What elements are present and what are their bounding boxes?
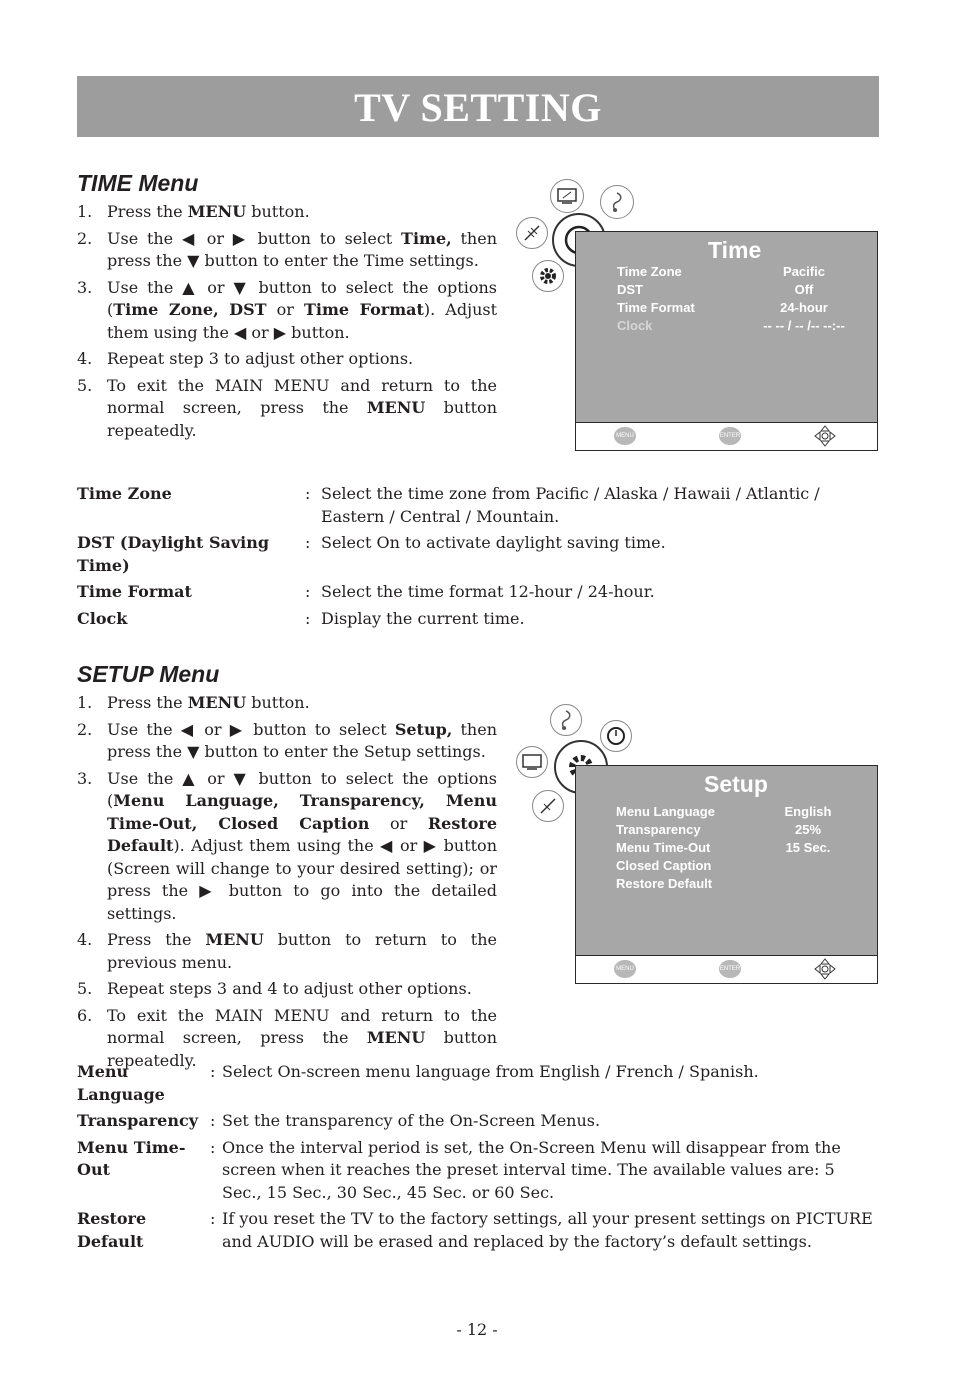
step-text: To exit the MAIN MENU and return to the normal screen, press the MENU button repeatedly. bbox=[107, 375, 497, 440]
definition-colon: : bbox=[305, 582, 311, 601]
definition-row bbox=[77, 1208, 879, 1253]
definition-colon: : bbox=[210, 1111, 216, 1130]
definition-term: Time Zone bbox=[77, 484, 172, 503]
step-item bbox=[77, 719, 497, 764]
step-text: To exit the MAIN MENU and return to the normal screen, press the MENU button repeatedly. bbox=[107, 1005, 497, 1070]
definition-text: Select the time format 12-hour / 24-hour. bbox=[321, 582, 655, 601]
screen-option-label: Menu Language bbox=[616, 804, 715, 819]
definition-text: Select On-screen menu language from English / French / Spanish. bbox=[222, 1062, 759, 1081]
page-number: - 12 - bbox=[456, 1320, 498, 1339]
definition-colon: : bbox=[305, 484, 311, 503]
enter-button-icon: ENTER bbox=[719, 427, 741, 445]
screen-option-label: Time Format bbox=[617, 300, 695, 315]
channel-icon bbox=[516, 217, 548, 249]
time-menu-steps bbox=[77, 201, 497, 446]
step-item bbox=[77, 277, 497, 345]
definition-colon: : bbox=[210, 1062, 216, 1081]
definition-colon: : bbox=[210, 1209, 216, 1228]
picture-icon bbox=[516, 746, 548, 778]
setup-icon bbox=[532, 260, 564, 292]
step-number: 6. bbox=[77, 1005, 93, 1025]
screen-option-value: Pacific bbox=[783, 264, 825, 279]
screen-title: Setup bbox=[704, 771, 768, 797]
screen-option-label: Transparency bbox=[616, 822, 701, 837]
definition-row bbox=[77, 483, 879, 528]
definition-text: Select the time zone from Pacific / Alaska / Hawaii / Atlantic / Eastern / Central / Mountain. bbox=[321, 484, 820, 526]
step-text: Use the ◀ or ▶ button to select Time, then press the ▼ button to enter the Time settings. bbox=[107, 228, 497, 270]
setup-menu-heading: SETUP Menu bbox=[77, 661, 220, 687]
enter-button-icon: ENTER bbox=[719, 960, 741, 978]
step-number: 1. bbox=[77, 693, 93, 712]
screen-option-value: English bbox=[784, 804, 832, 819]
step-number: 1. bbox=[77, 202, 93, 221]
definition-row bbox=[77, 1137, 879, 1205]
screen-button-bar bbox=[576, 422, 877, 450]
step-number: 5. bbox=[77, 979, 93, 998]
screen-option-value: Off bbox=[794, 282, 814, 297]
time-menu-heading: TIME Menu bbox=[77, 170, 199, 196]
menu-button-icon: MENU bbox=[614, 427, 636, 445]
step-item bbox=[77, 201, 497, 224]
screen-option-label: Menu Time-Out bbox=[616, 840, 711, 855]
time-menu-screen bbox=[575, 231, 878, 451]
definition-colon: : bbox=[305, 533, 311, 552]
screen-option-value: 15 Sec. bbox=[785, 840, 831, 855]
audio-icon bbox=[550, 704, 582, 736]
definition-row bbox=[77, 1110, 879, 1133]
definition-text: Once the interval period is set, the On-Screen Menu will disappear from the screen when it reaches the preset interval time. The available values are: 5 Sec., 15 Sec., 30 Sec., 45 Sec. or 60 Sec. bbox=[222, 1137, 841, 1202]
step-text: Press the MENU button. bbox=[107, 693, 310, 712]
definition-term: DST (Daylight Saving Time) bbox=[77, 533, 270, 575]
step-text: Press the MENU button to return to the previous menu. bbox=[107, 930, 497, 972]
definition-colon: : bbox=[305, 608, 311, 628]
picture-icon bbox=[550, 179, 584, 213]
step-text: Use the ◀ or ▶ button to select Setup, then press the ▼ button to enter the Setup settings. bbox=[107, 719, 498, 761]
screen-option-label: Time Zone bbox=[617, 264, 682, 279]
setup-definitions bbox=[77, 1061, 879, 1257]
definition-text: Set the transparency of the On-Screen Menus. bbox=[222, 1111, 601, 1130]
screen-option-label: Closed Caption bbox=[616, 858, 712, 873]
audio-icon bbox=[600, 185, 634, 219]
definition-row bbox=[77, 532, 879, 577]
definition-row bbox=[77, 608, 879, 631]
setup-menu-steps bbox=[77, 692, 497, 1076]
step-item bbox=[77, 228, 497, 273]
definition-term: Time Format bbox=[77, 582, 192, 601]
definition-term: Menu Time-Out bbox=[77, 1137, 186, 1179]
step-number: 3. bbox=[77, 768, 93, 788]
navigate-arrows-icon bbox=[814, 425, 836, 452]
step-item bbox=[77, 978, 497, 1001]
screen-option-value: -- -- / -- /-- --:-- bbox=[763, 318, 845, 333]
menu-button-icon: MENU bbox=[614, 960, 636, 978]
step-item bbox=[77, 929, 497, 974]
step-text: Use the ▲ or ▼ button to select the options (Time Zone, DST or Time Format). Adjust them using the ◀ or ▶ button. bbox=[107, 277, 498, 342]
channel-icon bbox=[532, 790, 564, 822]
setup-menu-screen bbox=[575, 765, 878, 984]
page-title: TV SETTING bbox=[354, 85, 602, 130]
step-number: 4. bbox=[77, 349, 93, 368]
step-text: Use the ▲ or ▼ button to select the options (Menu Language, Transparency, Menu Time-Out, Closed Caption or Restore Default). Adjust them using the ◀ or ▶ button (Screen will change to your desired setting); or press the ▶ button to go into the detailed settings. bbox=[107, 768, 497, 923]
screen-button-bar bbox=[576, 955, 877, 983]
definition-row bbox=[77, 1061, 879, 1106]
step-item bbox=[77, 692, 497, 715]
definition-colon: : bbox=[210, 1137, 216, 1157]
page-banner bbox=[77, 76, 879, 137]
definition-text: Display the current time. bbox=[321, 608, 525, 628]
step-number: 2. bbox=[77, 228, 93, 248]
screen-option-value: 25% bbox=[794, 822, 822, 837]
time-menu-screen-illustration bbox=[510, 175, 880, 455]
step-text: Repeat step 3 to adjust other options. bbox=[107, 349, 414, 368]
step-text: Repeat steps 3 and 4 to adjust other options. bbox=[107, 979, 472, 998]
definition-text: Select On to activate daylight saving time. bbox=[321, 533, 666, 552]
screen-option-label: Clock bbox=[617, 318, 653, 333]
step-number: 3. bbox=[77, 277, 93, 297]
step-number: 2. bbox=[77, 719, 93, 739]
step-item bbox=[77, 768, 497, 926]
setup-menu-screen-illustration bbox=[510, 702, 880, 987]
screen-option-label: Restore Default bbox=[616, 876, 713, 891]
time-icon bbox=[600, 720, 632, 752]
screen-title: Time bbox=[708, 237, 762, 263]
step-number: 4. bbox=[77, 930, 93, 949]
definition-row bbox=[77, 581, 879, 604]
time-definitions bbox=[77, 483, 879, 634]
step-number: 5. bbox=[77, 375, 93, 395]
definition-term: Clock bbox=[77, 608, 128, 628]
screen-option-value: 24-hour bbox=[780, 300, 828, 315]
definition-term: Restore Default bbox=[77, 1209, 147, 1251]
definition-term: Menu Language bbox=[77, 1062, 165, 1104]
definition-term: Transparency bbox=[77, 1111, 199, 1130]
step-text: Press the MENU button. bbox=[107, 202, 310, 221]
navigate-arrows-icon bbox=[814, 958, 836, 985]
definition-text: If you reset the TV to the factory settings, all your present settings on PICTURE and AUDIO will be erased and replaced by the factory’s default settings. bbox=[222, 1209, 873, 1251]
step-item bbox=[77, 375, 497, 443]
screen-option-label: DST bbox=[617, 282, 643, 297]
step-item bbox=[77, 348, 497, 371]
